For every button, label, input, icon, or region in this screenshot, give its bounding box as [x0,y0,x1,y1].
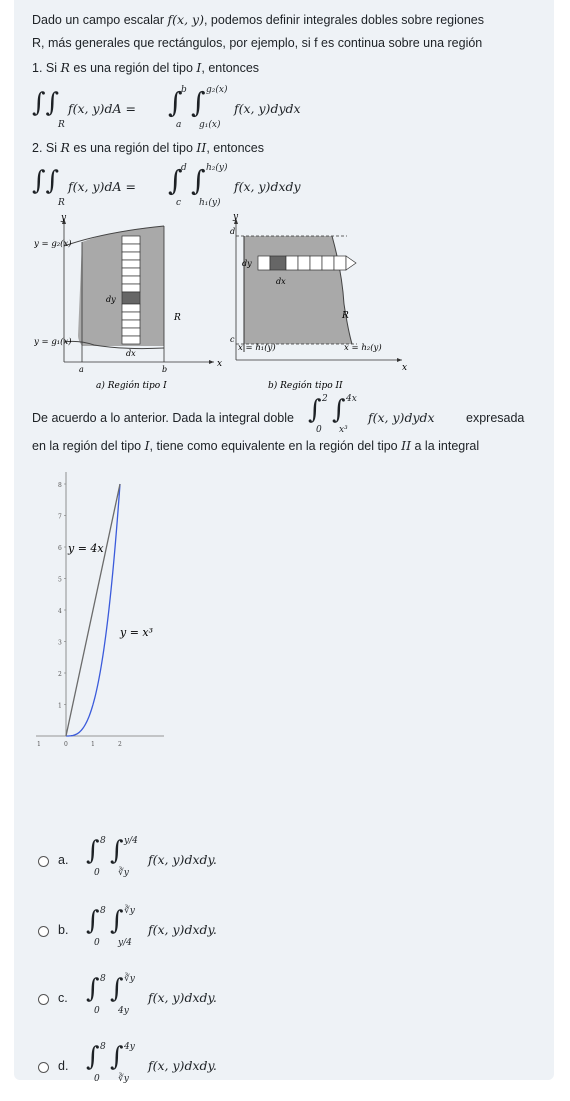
x-tick-label: 1 [91,741,95,748]
figure-type-1 [34,212,224,392]
inner-upper-limit: 4y [124,1042,135,1052]
inner-lower-limit: y/4 [118,938,132,948]
outer-integral-sign: ∫ [308,395,322,425]
inner-lower-limit: ∛y [118,1074,129,1084]
case2-text-c: , entonces [206,141,264,155]
outer-upper-limit: 8 [100,906,106,916]
y-tick-label: 2 [58,671,62,678]
case2-lhs: f(x, y)dA = [68,179,136,194]
q2-type-to: II [401,438,412,453]
intro-line-1 [32,12,484,28]
outer-upper-limit: d [181,163,187,173]
outer-upper-limit: 8 [100,974,106,984]
inner-lower-limit: h₁(y) [199,198,221,208]
outer-lower-limit: 0 [94,1006,100,1016]
option-a[interactable] [0,818,400,878]
outer-lower-limit: 0 [94,868,100,878]
intro-function: f(x, y) [167,12,204,27]
case2-R: R [60,140,70,155]
inner-lower-limit: g₁(x) [199,120,221,130]
question-integrand: f(x, y)dydx [368,410,435,425]
radio-button[interactable] [38,926,49,937]
outer-lower-limit: 0 [316,425,322,435]
inner-lower-limit: 4y [118,1006,129,1016]
outer-lower-limit: 0 [94,938,100,948]
inner-integral-sign: ∫ [110,836,124,866]
inner-integral-sign: ∫ [110,906,124,936]
outer-integral-sign: ∫ [168,164,183,197]
label-dx: dx [276,277,286,286]
option-c[interactable] [0,956,400,1016]
label-g1: y = g₁(x) [34,337,72,347]
label-h1: x = h₁(y) [238,343,276,353]
strip-arrow [346,256,356,270]
case1-text-a: 1. Si [32,61,58,75]
q2-text-b: , tiene como equivalente en la región del tipo [149,439,398,453]
outer-integral-sign: ∫ [86,906,100,936]
case1-heading [32,60,259,76]
case1-rhs: f(x, y)dydx [234,101,301,116]
inner-upper-limit: 4x [346,394,357,404]
inner-integral-sign: ∫ [110,1042,124,1072]
label-c: c [230,335,235,344]
type1-region [78,226,164,346]
option-letter: a. [58,853,69,867]
double-integral-sign: ∫∫ [32,88,60,118]
label-x: x [402,363,408,373]
option-letter: d. [58,1059,69,1073]
label-line: y = 4x [68,542,104,555]
case1-text-b: es una región del tipo [73,61,193,75]
line-y-4x [66,484,120,736]
inner-upper-limit: y/4 [124,836,138,846]
option-integrand: f(x, y)dxdy. [148,1058,217,1073]
radio-button[interactable] [38,994,49,1005]
outer-upper-limit: 2 [322,394,328,404]
label-y: y [233,212,239,222]
outer-integral-sign: ∫ [86,1042,100,1072]
x-tick-label: 2 [118,741,122,748]
option-letter: c. [58,991,68,1005]
q2-text-a: en la región del tipo [32,439,142,453]
label-x: x [217,359,223,369]
option-letter: b. [58,923,69,937]
option-b[interactable] [0,888,400,948]
inner-lower-limit: ∛y [118,868,129,878]
y-tick-label: 8 [58,482,62,489]
label-h2: x = h₂(y) [344,343,382,353]
label-dy: dy [106,295,116,304]
radio-button[interactable] [38,856,49,867]
region-subscript: R [58,120,65,130]
vertical-strip [122,236,140,344]
inner-upper-limit: ∛y [124,974,135,984]
question-line-2 [32,438,479,454]
intro-line-2: R, más generales que rectángulos, por ejemplo, si f es continua sobre una región [32,36,483,50]
region-subscript: R [58,198,65,208]
option-integrand: f(x, y)dxdy. [148,922,217,937]
label-d: d [230,227,236,236]
y-tick-label: 3 [58,639,62,647]
graph-y4x-yx3 [26,466,166,766]
inner-integral-sign: ∫ [191,86,206,119]
x-arrow [397,358,402,362]
inner-upper-limit: ∛y [124,906,135,916]
radio-button[interactable] [38,1062,49,1073]
y-tick-label: 6 [58,545,62,552]
outer-upper-limit: 8 [100,836,106,846]
outer-upper-limit: b [181,85,187,95]
case1-lhs: f(x, y)dA = [68,101,136,116]
x-arrow [209,360,214,364]
intro-text: Dado un campo escalar [32,13,165,27]
case2-rhs: f(x, y)dxdy [234,179,301,194]
case2-text-a: 2. Si [32,141,58,155]
outer-integral-sign: ∫ [86,836,100,866]
double-integral-sign: ∫∫ [32,166,60,196]
inner-integral-sign: ∫ [110,974,124,1004]
label-R: R [174,313,181,323]
label-dy: dy [242,259,252,268]
q2-type-from: I [144,438,150,453]
inner-lower-limit: x³ [339,425,348,435]
horizontal-strip [258,256,346,270]
figure-type-2 [222,212,412,392]
label-a: a [79,365,84,374]
x-tick-label: 1 [37,741,41,748]
y-tick-label: 7 [58,513,62,521]
option-integrand: f(x, y)dxdy. [148,990,217,1005]
case1-text-c: , entonces [201,61,260,75]
caption-a: a) Región tipo I [96,381,167,391]
label-curve: y = x³ [120,626,154,639]
option-integrand: f(x, y)dxdy. [148,852,217,867]
question-line-1-end: expresada [466,411,525,425]
y-tick-label: 1 [58,702,62,710]
caption-b: b) Región tipo II [268,381,343,391]
label-g2: y = g₂(x) [34,239,72,249]
label-y: y [61,213,67,223]
outer-integral-sign: ∫ [86,974,100,1004]
outer-upper-limit: 8 [100,1042,106,1052]
case2-type: II [196,140,207,155]
outer-lower-limit: c [176,198,182,208]
intro-text-2: , podemos definir integrales dobles sobre regiones [203,13,484,27]
x-tick-label: 0 [64,741,68,748]
label-R: R [342,311,349,321]
inner-integral-sign: ∫ [191,164,206,197]
outer-lower-limit: a [176,120,182,130]
y-tick-label: 5 [58,576,62,584]
label-dx: dx [126,349,136,358]
q2-text-c: a la integral [414,439,480,453]
outer-lower-limit: 0 [94,1074,100,1084]
inner-upper-limit: h₂(y) [206,163,228,173]
outer-integral-sign: ∫ [168,86,183,119]
case1-type: I [196,60,202,75]
inner-upper-limit: g₂(x) [206,85,228,95]
case2-text-b: es una región del tipo [73,141,193,155]
label-b: b [162,365,168,374]
inner-integral-sign: ∫ [332,395,346,425]
question-line-1-text: De acuerdo a lo anterior. Dada la integral doble [32,411,294,425]
case2-heading [32,140,264,156]
y-tick-label: 4 [58,608,62,615]
case1-R: R [60,60,70,75]
option-d[interactable] [0,1024,400,1084]
graph-ticks [37,482,122,748]
